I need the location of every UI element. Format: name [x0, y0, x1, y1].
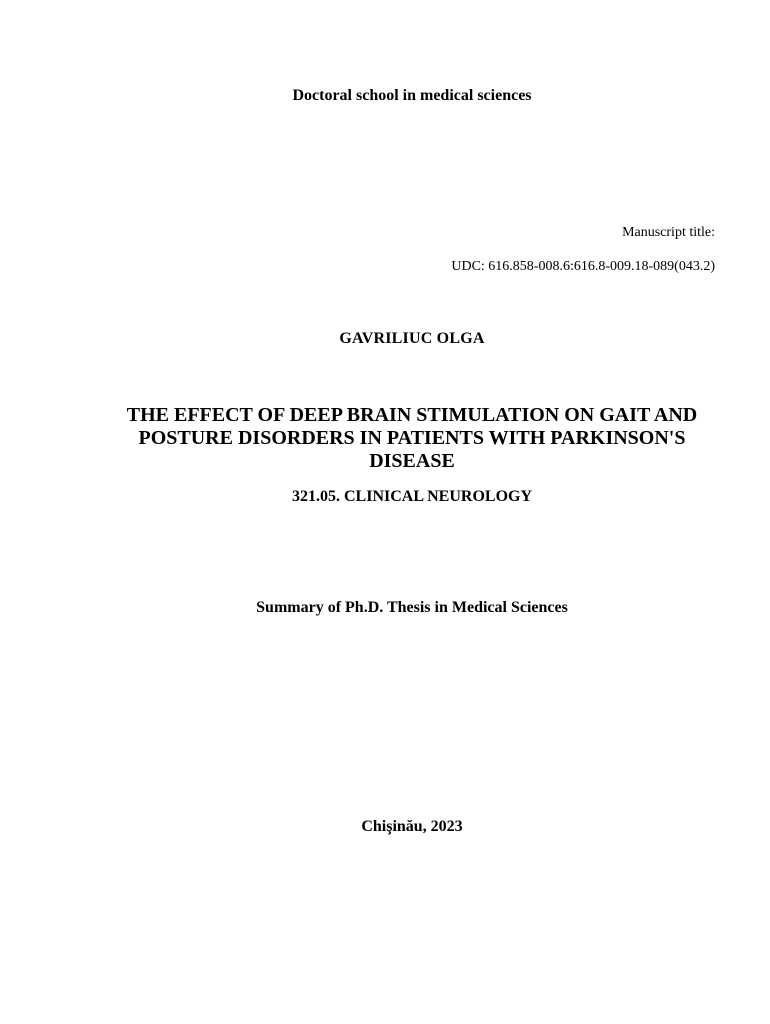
author-name: GAVRILIUC OLGA [339, 330, 485, 347]
thesis-title-line: POSTURE DISORDERS IN PATIENTS WITH PARKINSON'S [138, 427, 686, 449]
specialty: 321.05. CLINICAL NEUROLOGY [291, 488, 533, 505]
summary-subtitle: Summary of Ph.D. Thesis in Medical Sciences [256, 599, 568, 616]
thesis-title [0, 404, 770, 473]
udc-code: UDC: 616.858-008.6:616.8-009.18-089(043.2) [451, 259, 715, 274]
place-year: Chişinău, 2023 [361, 818, 463, 835]
thesis-title-line: THE EFFECT OF DEEP BRAIN STIMULATION ON GAIT AND [126, 404, 698, 426]
manuscript-label: Manuscript title: [622, 225, 715, 240]
school-name: Doctoral school in medical sciences [292, 87, 532, 104]
thesis-title-line: DISEASE [369, 450, 455, 472]
